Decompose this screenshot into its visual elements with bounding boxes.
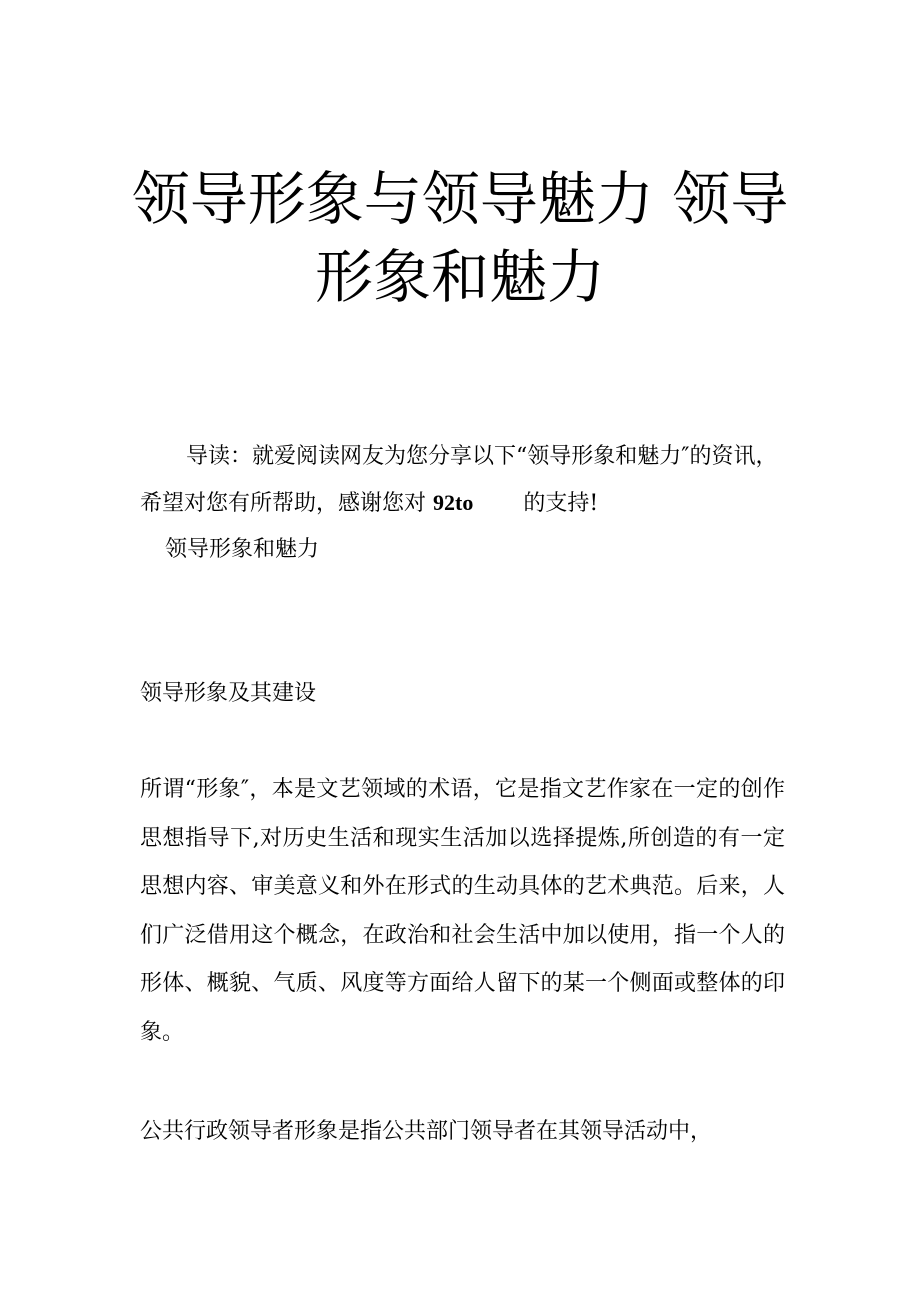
document-title: 领导形象与领导魅力 领导形象和魅力 [131,165,789,311]
article-subtitle: 领导形象和魅力 [165,537,320,562]
body-paragraph: 所谓“形象″，本是文艺领域的术语，它是指文艺作家在一定的创作思想指导下,对历史生活和现实生活加以选择提炼,所创造的有一定思想内容、审美意义和外在形式的生动具体的艺术典范。后来，人们广泛借用这个概念，在政治和社会生活中加以使用，指一个人的形体、概貌、气质、风度等方面给人留下的某一个侧面或整体的印象。 [140,777,785,1045]
intro-paragraph [140,434,790,527]
intro-site-name: 92to [433,490,474,515]
intro-text-part1: 导读：就爱阅读网友为您分享以下“领导形象和魅力″的资讯，希望对您有所帮助，感谢您对 [140,444,778,516]
section-heading: 领导形象及其建设 [140,681,317,706]
intro-text-part2: 的支持! [523,491,599,516]
body-paragraph: 公共行政领导者形象是指公共部门领导者在其领导活动中， [140,1119,713,1144]
